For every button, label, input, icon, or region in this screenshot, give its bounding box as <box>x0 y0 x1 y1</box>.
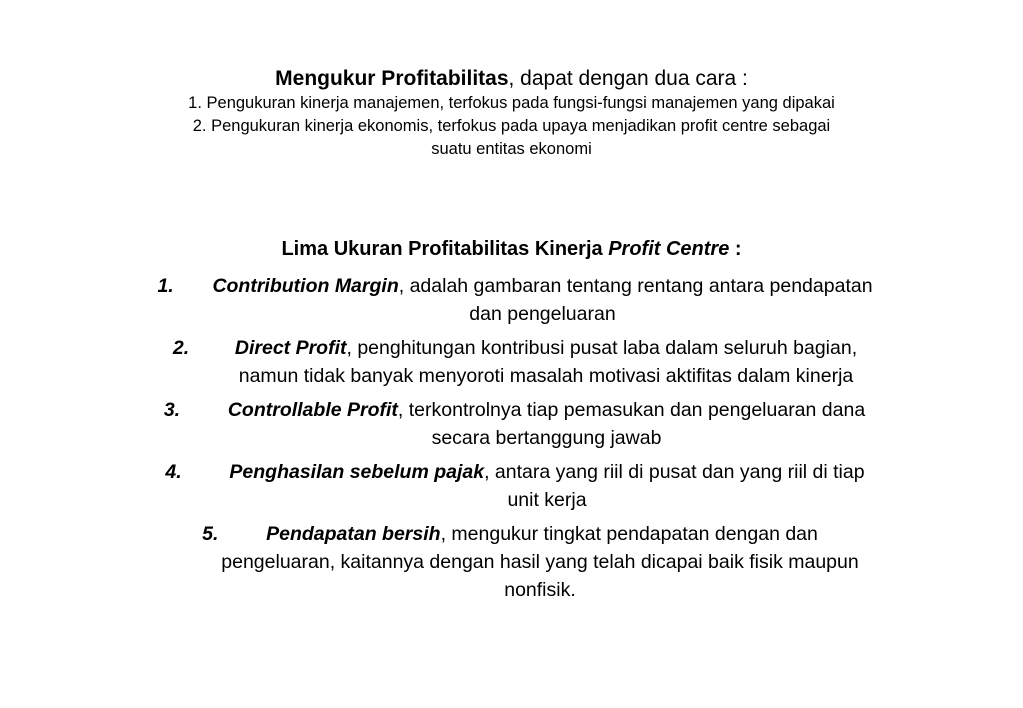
section-title-italic: Profit Centre <box>608 238 730 260</box>
list-item-number: 1. <box>157 275 174 297</box>
list-item-term: Pendapatan bersih <box>266 523 441 545</box>
list-item-desc-cont: dan pengeluaran <box>469 303 616 325</box>
list-item-number: 5. <box>202 523 219 545</box>
list-item-line <box>95 458 935 486</box>
list-item-desc-cont: namun tidak banyak menyoroti masalah motivasi aktifitas dalam kinerja <box>238 365 854 387</box>
list-item-desc: , terkontrolnya tiap pemasukan dan pengeluaran dana <box>397 399 866 421</box>
list-item-number: 2. <box>172 337 190 359</box>
list-item-desc: , penghitungan kontribusi pusat laba dalam seluruh bagian, <box>346 337 858 359</box>
list-item-term: Direct Profit <box>234 337 347 359</box>
list-item-line <box>92 396 937 424</box>
list-item-line <box>80 272 950 300</box>
list-item-number: 4. <box>165 461 182 483</box>
list-item-number: 3. <box>163 399 181 421</box>
list-item-desc: , antara yang riil di pusat dan yang riil di tiap <box>484 461 865 483</box>
list-item-term: Controllable Profit <box>227 399 398 421</box>
section-title <box>0 236 1023 262</box>
list-item <box>80 272 950 328</box>
intro-heading-rest: , dapat dengan dua cara : <box>508 67 748 90</box>
list-item-desc: , adalah gambaran tentang rentang antara pendapatan <box>398 275 873 297</box>
intro-line-1: 1. Pengukuran kinerja manajemen, terfokus pada fungsi-fungsi manajemen yang dipakai <box>188 94 835 112</box>
list-item-line <box>100 334 930 362</box>
list-item-term: Penghasilan sebelum pajak <box>229 461 485 483</box>
list-item-desc: , mengukur tingkat pendapatan dengan dan <box>440 523 818 545</box>
intro-block <box>60 66 963 161</box>
list-item-desc-cont: pengeluaran, kaitannya dengan hasil yang telah dicapai baik fisik maupun <box>221 551 859 573</box>
intro-line-3: suatu entitas ekonomi <box>431 140 592 158</box>
list-item-line <box>145 520 935 548</box>
list-item <box>100 334 930 390</box>
intro-line-2: 2. Pengukuran kinerja ekonomis, terfokus pada upaya menjadikan profit centre sebagai <box>192 117 831 135</box>
list-item-term: Contribution Margin <box>212 275 399 297</box>
section-title-regular: Lima Ukuran Profitabilitas Kinerja <box>281 238 609 260</box>
list-item-desc-cont: secara bertanggung jawab <box>431 427 662 449</box>
intro-heading <box>60 66 963 92</box>
intro-heading-bold: Mengukur Profitabilitas <box>275 67 509 90</box>
list-item-desc-cont: nonfisik. <box>504 579 576 601</box>
section-title-colon: : <box>729 238 742 260</box>
list-item <box>92 396 937 452</box>
list-item <box>95 458 935 514</box>
list-item <box>145 520 935 604</box>
list-item-desc-cont: unit kerja <box>507 489 587 511</box>
